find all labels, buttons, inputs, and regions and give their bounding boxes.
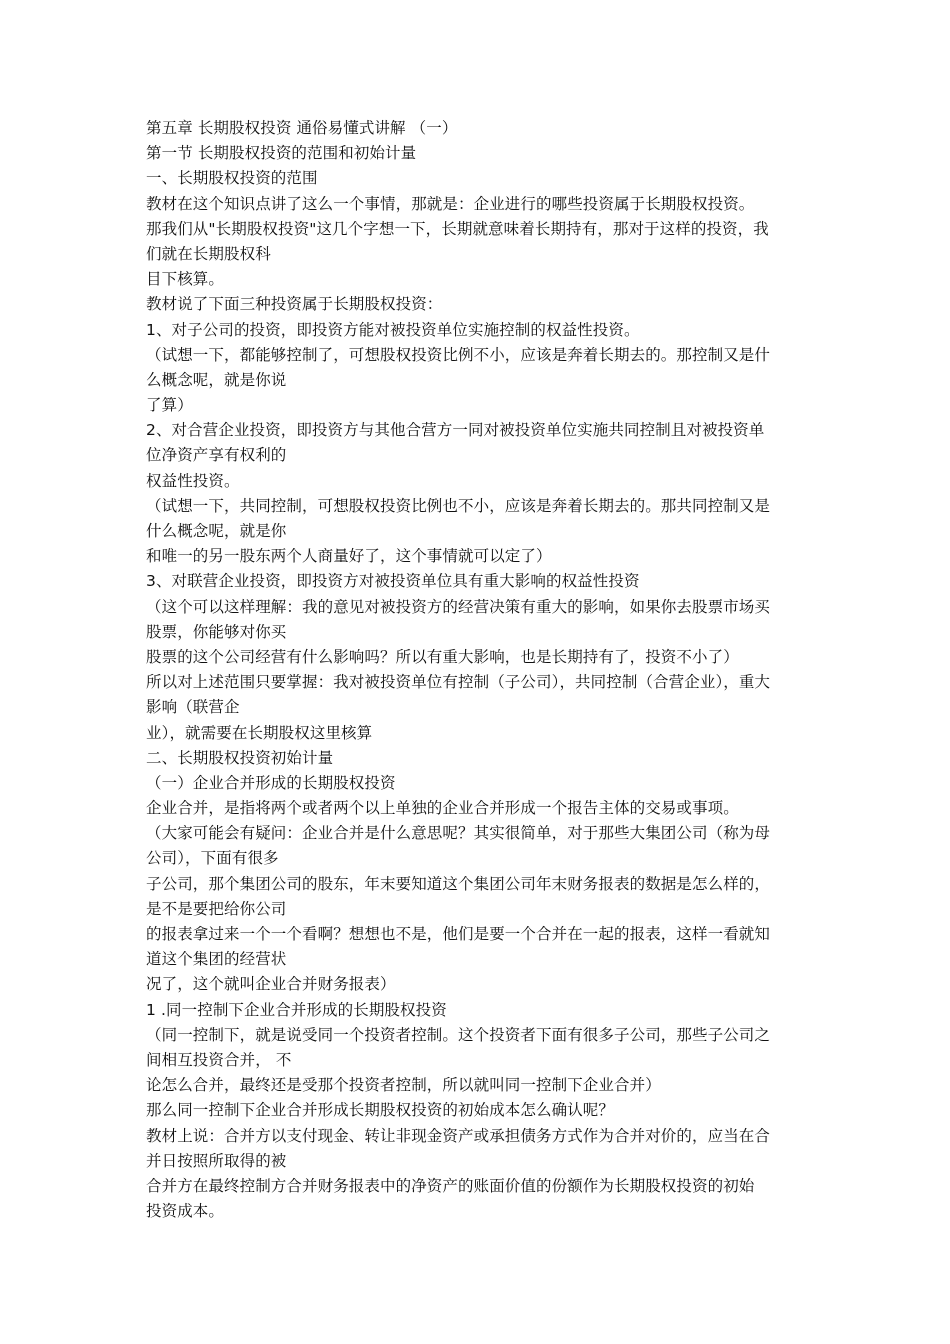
text-line: 间相互投资合并， 不 — [146, 1050, 292, 1069]
text-line: 那我们从"长期股权投资"这几个字想一下，长期就意味着长期持有，那对于这样的投资，我 — [146, 219, 769, 238]
text-line: 并日按照所取得的被 — [146, 1151, 287, 1170]
text-line: 公司），下面有很多 — [146, 849, 279, 868]
text-line: 们就在长期股权科 — [146, 244, 271, 263]
text-line: 1 .同一控制下企业合并形成的长期股权投资 — [146, 1000, 447, 1019]
text-line: 教材上说：合并方以支付现金、转让非现金资产或承担债务方式作为合并对价的，应当在合 — [146, 1126, 771, 1145]
text-line: 股票，你能够对你买 — [146, 622, 287, 641]
text-line: 所以对上述范围只要掌握：我对被投资单位有控制（子公司），共同控制（合营企业），重大 — [146, 673, 771, 692]
text-line: 教材在这个知识点讲了这么一个事情，那就是：企业进行的哪些投资属于长期股权投资。 — [146, 194, 755, 213]
text-line: 论怎么合并，最终还是受那个投资者控制，所以就叫同一控制下企业合并） — [146, 1076, 661, 1095]
text-line: 了算） — [146, 396, 193, 415]
text-line: 3、对联营企业投资，即投资方对被投资单位具有重大影响的权益性投资 — [146, 572, 640, 591]
text-line: 道这个集团的经营状 — [146, 950, 287, 969]
text-line: 教材说了下面三种投资属于长期股权投资： — [146, 295, 443, 314]
text-line: （一）企业合并形成的长期股权投资 — [146, 773, 396, 792]
text-line: 企业合并，是指将两个或者两个以上单独的企业合并形成一个报告主体的交易或事项。 — [146, 799, 739, 818]
text-line: 合并方在最终控制方合并财务报表中的净资产的账面价值的份额作为长期股权投资的初始 — [146, 1176, 755, 1195]
document-body — [146, 116, 812, 1224]
text-line: 1、对子公司的投资，即投资方能对被投资单位实施控制的权益性投资。 — [146, 320, 640, 339]
text-line: （同一控制下，就是说受同一个投资者控制。这个投资者下面有很多子公司，那些子公司之 — [146, 1025, 771, 1044]
text-line: 权益性投资。 — [146, 471, 240, 490]
text-line: 2、对合营企业投资，即投资方与其他合营方一同对被投资单位实施共同控制且对被投资单 — [146, 421, 765, 440]
text-line: 投资成本。 — [146, 1202, 225, 1221]
text-line: 二、长期股权投资初始计量 — [146, 748, 334, 767]
text-line: 的报表拿过来一个一个看啊？想想也不是，他们是要一个合并在一起的报表，这样一看就知 — [146, 925, 771, 943]
text-line: （大家可能会有疑问：企业合并是什么意思呢？其实很简单，对于那些大集团公司（称为母 — [146, 824, 771, 843]
text-line: 业），就需要在长期股权这里核算 — [146, 723, 373, 742]
text-line: （试想一下，都能够控制了，可想股权投资比例不小，应该是奔着长期去的。那控制又是什 — [146, 345, 771, 364]
text-line: 那么同一控制下企业合并形成长期股权投资的初始成本怎么确认呢？ — [146, 1101, 615, 1120]
text-line: 目下核算。 — [146, 270, 225, 289]
text-line: 是不是要把给你公司 — [146, 899, 287, 918]
text-line: 和唯一的另一股东两个人商量好了，这个事情就可以定了） — [146, 547, 552, 566]
text-line: 么概念呢，就是你说 — [146, 370, 287, 389]
text-line: （这个可以这样理解：我的意见对被投资方的经营决策有重大的影响，如果你去股票市场买 — [146, 597, 771, 616]
text-line: 第五章 长期股权投资 通俗易懂式讲解 （一） — [146, 119, 458, 137]
text-line: 第一节 长期股权投资的范围和初始计量 — [146, 144, 417, 163]
text-line: 位净资产享有权利的 — [146, 446, 287, 465]
text-line: （试想一下，共同控制，可想股权投资比例也不小，应该是奔着长期去的。那共同控制又是 — [146, 496, 771, 515]
text-line: 一、长期股权投资的范围 — [146, 169, 318, 188]
text-line: 况了，这个就叫企业合并财务报表） — [146, 975, 396, 994]
text-line: 子公司，那个集团公司的股东，年末要知道这个集团公司年末财务报表的数据是怎么样的， — [146, 874, 771, 893]
text-line: 股票的这个公司经营有什么影响吗？所以有重大影响，也是长期持有了，投资不小了） — [146, 647, 739, 666]
text-line: 影响（联营企 — [146, 698, 240, 717]
text-line: 什么概念呢，就是你 — [146, 522, 287, 540]
